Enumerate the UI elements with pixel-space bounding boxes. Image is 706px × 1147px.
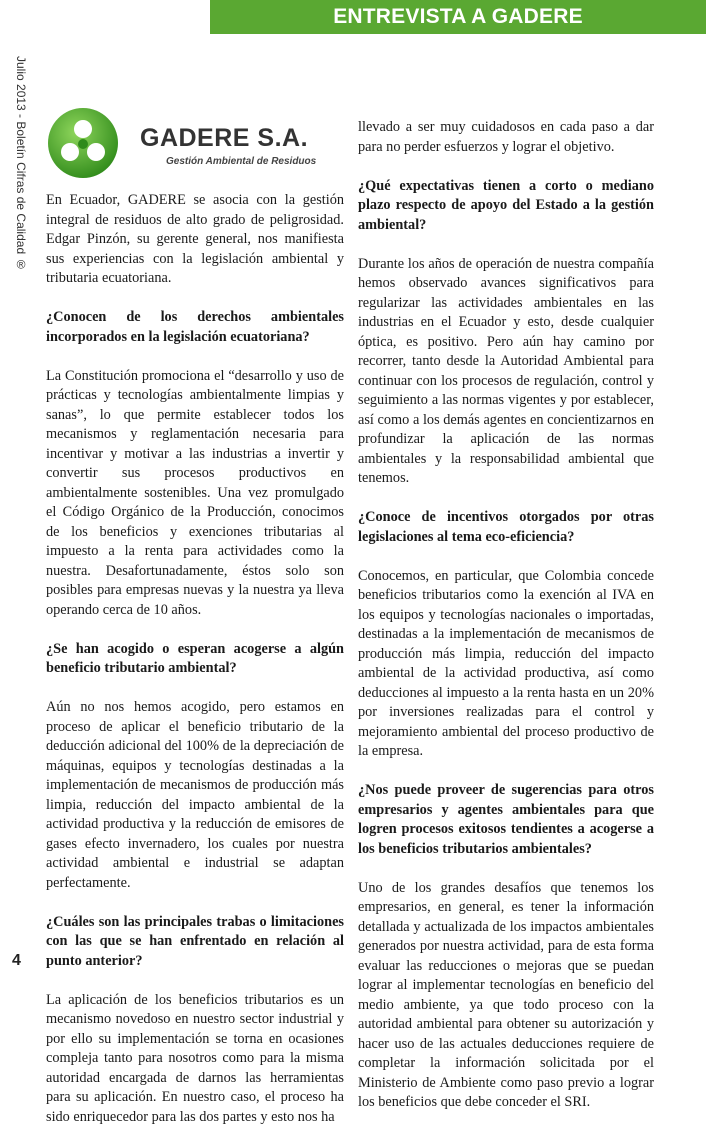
- page-number: 4: [12, 952, 21, 969]
- interview-question: ¿Se han acogido o esperan acogerse a algún beneficio tributario ambiental?: [46, 640, 344, 676]
- interview-question: ¿Nos puede proveer de sugerencias para otros empresarios y agentes ambientales para que logren procesos exitosos tendientes a acogerse a los beneficios tributarios ambientales?: [358, 782, 654, 857]
- page-title: ENTREVISTA A GADERE: [333, 5, 583, 28]
- article-column-right: [358, 118, 654, 1132]
- interview-answer: Conocemos, en particular, que Colombia concede beneficios tributarios como la exención al IVA en los equipos y tecnologías nacionales o importadas, destinadas a la implementación de mecanismos de producción más limpia, reducción del impacto ambiental de la actividad productiva, así como deducciones al impuesto a la renta hasta en un 20% por inversiones realizadas para el control y mejoramiento ambiental del proceso productivo de la empresa.: [358, 567, 654, 759]
- interview-answer: La Constitución promociona el “desarrollo y uso de prácticas y tecnologías ambientalmente limpias y sanas”, lo que permite establecer todos los mecanismos y reglamentación necesaria para incentivar y motivar a las industrias a invertir y convertir sus procesos productivos en ambientalmente sostenibles. Una vez promulgado el Código Orgánico de la Producción, conocimos de los beneficios y exenciones tributarias al impuesto a la renta para actividades como la nuestra. Desafortunadamente, éstos solo son posibles para empresas nuevas y la nuestra ya lleva operando cerca de 10 años.: [46, 367, 344, 618]
- interview-answer: Uno de los grandes desafíos que tenemos los empresarios, en general, es tener la información detallada y actualizada de los impactos ambientales generados por nuestra actividad, para de esta forma evaluar las reducciones o mejoras que se puedan lograr al implementar tecnologías en beneficio del medio ambiente, ya que todo proceso con la autoridad ambiental para obtener su autorización y hacer uso de las actuales deducciones requiere de completar la información solicitada por el Ministerio de Ambiente como paso previo a lograr los beneficios que debe conceder el SRI.: [358, 879, 654, 1110]
- interview-question: ¿Qué expectativas tienen a corto o mediano plazo respecto de apoyo del Estado a la gestión ambiental?: [358, 177, 654, 233]
- interview-answer: La aplicación de los beneficios tributarios es un mecanismo novedoso en nuestro sector industrial y por ello su implementación se torna en ocasiones compleja tanto para nosotros como para la misma autoridad encargada de darnos las herramientas para su aplicación. En nuestro caso, el proceso ha sido enriquecedor para las dos partes y esto nos ha: [46, 991, 344, 1125]
- interview-answer: Durante los años de operación de nuestra compañía hemos observado avances significativos para regularizar las actividades ambientales en las industrias en el Ecuador y esto, desde cualquier óptica, es positivo. Pero aún hay camino por recorrer, tanto desde la Autoridad Ambiental para continuar con los procesos de regulación, control y seguimiento a las normas vigentes y por establecer, así como a los demás agentes en concientizarnos en profundizar la aplicación de las normas ambientales y la responsabilidad ambiental que tenemos.: [358, 255, 654, 486]
- gadere-recycle-logo-icon: [46, 106, 120, 180]
- company-logo: [46, 106, 346, 178]
- logo-tagline: Gestión Ambiental de Residuos: [166, 156, 317, 167]
- side-caption: Julio 2013 - Boletín Cifras de Calidad ®: [14, 56, 28, 272]
- interview-answer-continued: llevado a ser muy cuidadosos en cada paso a dar para no perder esfuerzos y lograr el objetivo.: [358, 119, 654, 155]
- interview-question: ¿Conocen de los derechos ambientales incorporados en la legislación ecuatoriana?: [46, 309, 344, 345]
- logo-company-name: GADERE S.A.: [140, 124, 309, 152]
- interview-question: ¿Cuáles son las principales trabas o limitaciones con las que se han enfrentado en relación al punto anterior?: [46, 913, 344, 969]
- interview-answer: Aún no nos hemos acogido, pero estamos en proceso de aplicar el beneficio tributario de la deducción adicional del 100% de la depreciación de máquinas, equipos y tecnologías destinadas a la implementación de mecanismos de producción más limpia, reducción del impacto ambiental de la actividad productiva y la reducción de emisores de gases efecto invernadero, los cuales por nuestra actividad ambiental e industrial se adaptan perfectamente.: [46, 699, 344, 891]
- interview-question: ¿Conoce de incentivos otorgados por otras legislaciones al tema eco-eficiencia?: [358, 509, 654, 545]
- header-bar: [210, 0, 706, 34]
- intro-paragraph: En Ecuador, GADERE se asocia con la gestión integral de residuos de alto grado de peligrosidad. Edgar Pinzón, su gerente general, nos manifiesta sus experiencias con la legislación ambiental y tributaria ecuatoriana.: [46, 192, 344, 286]
- article-column-left: [46, 191, 344, 1147]
